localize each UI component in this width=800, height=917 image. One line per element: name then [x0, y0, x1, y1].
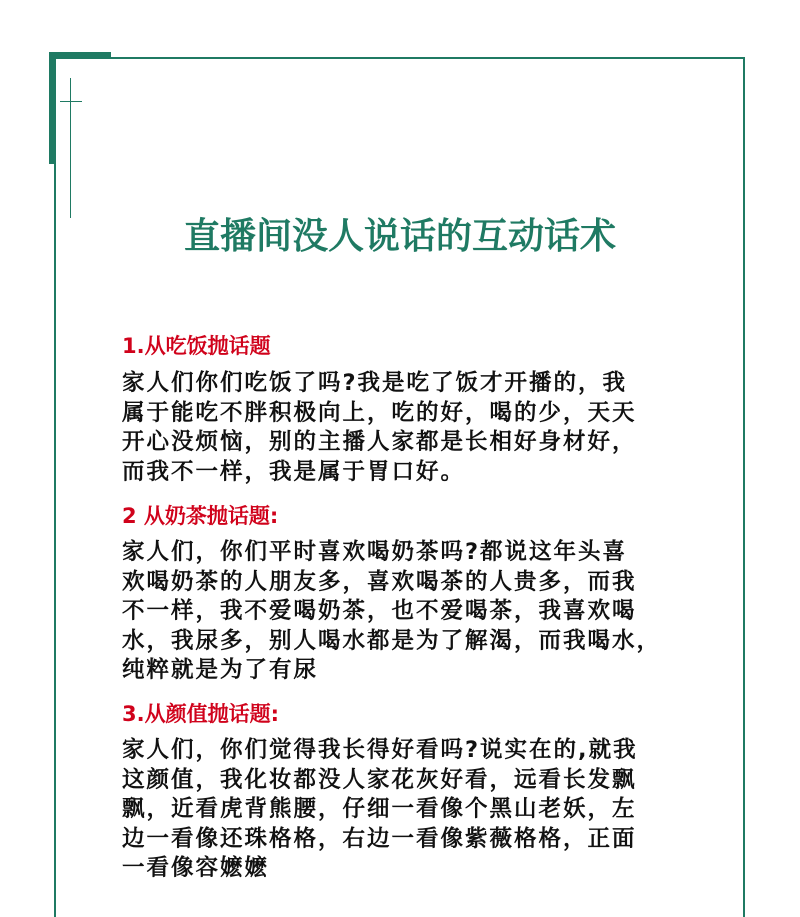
corner-thin-line-horizontal: [60, 101, 82, 102]
corner-thin-line-vertical: [70, 78, 71, 218]
section-body-1: 家人们你们吃饭了吗?我是吃了饭才开播的，我 属于能吃不胖积极向上，吃的好，喝的少，天天 开心没烦恼，别的主播人家都是长相好身材好， 而我不一样，我是属于胃口好。: [122, 370, 637, 485]
section-heading-1: 1.从吃饭抛话题: [122, 334, 271, 358]
corner-bar-horizontal: [49, 52, 111, 58]
section-body-3: 家人们，你们觉得我长得好看吗?说实在的,就我 这颜值，我化妆都没人家花灰好看，远看长发飘 飘，近看虎背熊腰，仔细一看像个黑山老妖，左 边一看像还珠格格，右边一看像紫薇格格，正面 一看像容嬷嬷: [122, 737, 638, 881]
corner-bar-vertical: [49, 52, 55, 164]
page-title: 直播间没人说话的互动话术: [183, 216, 616, 257]
section-body-2: 家人们，你们平时喜欢喝奶茶吗?都说这年头喜 欢喝奶茶的人朋友多，喜欢喝茶的人贵多，而我 不一样，我不爱喝奶茶，也不爱喝茶，我喜欢喝 水，我尿多，别人喝水都是为了解渴，而我喝水， 纯粹就是为了有尿: [122, 539, 662, 683]
section-heading-3: 3.从颜值抛话题:: [122, 702, 279, 726]
section-heading-2: 2 从奶茶抛话题:: [122, 504, 279, 528]
